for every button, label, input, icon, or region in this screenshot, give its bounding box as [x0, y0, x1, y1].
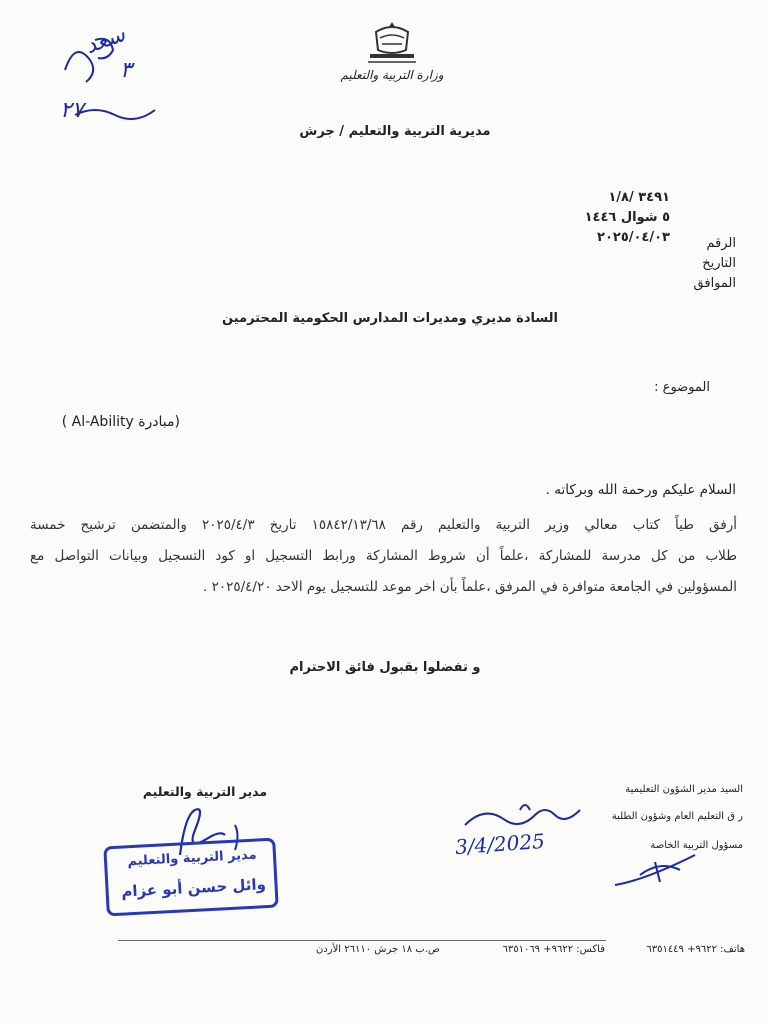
reference-corresponding-label: الموافق	[693, 276, 736, 291]
reference-date-label: التاريخ	[702, 256, 736, 271]
ministry-name: وزارة التربية والتعليم	[340, 68, 444, 82]
footer-address: ص.ب ١٨ جرش ٢٦١١٠ الأردن	[315, 944, 440, 955]
body-line-1: أرفق طياً كتاب معالي وزير التربية والتعليم رقم ١٥٨٤٢/١٣/٦٨ تاريخ ٢٠٢٥/٤/٣ والمتضمن ترشيح خمسة	[30, 517, 737, 533]
stamp-title: مدير التربية والتعليم	[127, 847, 257, 870]
subject-value: (مبادرة Al-Ability )	[61, 414, 180, 430]
stamp-name: وائل حسن أبو عزام	[120, 875, 267, 901]
routing-signature	[610, 850, 700, 890]
reference-hijri-date: ٥ شوال ١٤٤٦	[584, 210, 670, 225]
subject-label: الموضوع :	[654, 380, 710, 395]
handwritten-note-code: ٢٧	[60, 98, 84, 123]
signatory-title: مدير التربية والتعليم	[142, 784, 268, 799]
body-line-3: المسؤولين في الجامعة متوافرة في المرفق ،علماً بأن اخر موعد للتسجيل يوم الاحد ٢٠٢٥/٤/٢٠ .	[203, 579, 737, 595]
official-stamp	[103, 838, 278, 917]
handwritten-note-number: ٣	[120, 58, 132, 83]
directorate-title: مديرية التربية والتعليم / جرش	[299, 124, 491, 139]
routing-item-3: مسؤول التربية الخاصة	[650, 840, 743, 851]
greeting: السلام عليكم ورحمة الله وبركاته .	[545, 482, 736, 498]
addressee: السادة مديري ومديرات المدارس الحكومية المحترمين	[222, 311, 558, 326]
closing: و تفضلوا بقبول فائق الاحترام	[289, 660, 481, 675]
handwritten-routing-date: 3/4/2025	[454, 828, 546, 860]
footer-fax: فاكس: ٩٦٢٢+ ٦٣٥١٠٦٩	[502, 944, 605, 955]
routing-item-1: السيد مدير الشؤون التعليمية	[625, 784, 743, 795]
footer-divider	[118, 940, 606, 941]
routing-item-2: ر ق التعليم العام وشؤون الطلبة	[611, 811, 743, 822]
reference-number-label: الرقم	[706, 236, 736, 251]
footer-phone: هاتف: ٩٦٢٢+ ٦٣٥١٤٤٩	[646, 944, 745, 955]
handwritten-note-name: سعد	[81, 21, 129, 60]
body-line-2: طلاب من كل مدرسة للمشاركة ،علماً أن شروط المشاركة ورابط التسجيل او كود التسجيل وبيانات التواصل مع	[30, 548, 737, 564]
reference-gregorian-date: ٢٠٢٥/٠٤/٠٣	[597, 230, 670, 245]
ministry-crest-icon	[362, 18, 422, 68]
reference-number: ٣٤٩١ /١/٨	[608, 190, 670, 205]
